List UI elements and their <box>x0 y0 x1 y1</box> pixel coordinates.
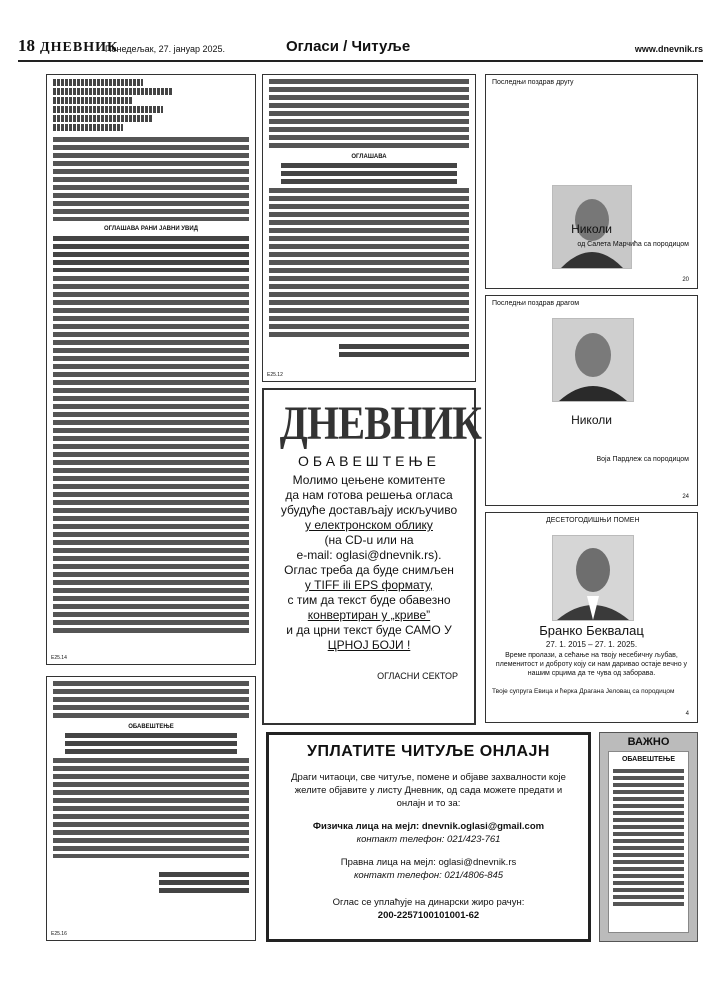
physical-persons-phone: контакт телефон: 021/423-761 <box>356 834 501 845</box>
portrait-photo <box>552 535 634 621</box>
legal-entities-email: Правна лица на мејл: oglasi@dnevnik.rs <box>340 857 517 868</box>
notice-line: конвертиран у „криве” <box>307 608 431 622</box>
public-notice-ad-2 <box>262 74 476 382</box>
notice-line: у електронском облику <box>305 518 433 532</box>
job-competition-ad <box>46 676 256 941</box>
ad-text-block-1 <box>53 681 249 719</box>
deceased-name: Николи <box>571 222 612 236</box>
ad-signature <box>339 344 469 358</box>
payment-info: Оглас се уплаћује на динарски жиро рачун: <box>332 897 525 908</box>
brand-logo: ДНЕВНИК <box>40 40 119 55</box>
notice-line: ЦРНОЈ БОЈИ ! <box>327 638 411 652</box>
ad-code: Е25.16 <box>51 931 67 937</box>
section-title: Огласи / Читуље <box>286 38 411 55</box>
dnevnik-notice <box>262 388 482 725</box>
ad-code: Е25.14 <box>51 655 67 661</box>
obituary-card <box>485 74 698 289</box>
obituary-card <box>485 295 698 506</box>
important-text <box>613 769 684 909</box>
notice-line: да нам готова решења огласа <box>285 488 453 502</box>
notice-line: убудуће достављају искључиво <box>280 503 458 517</box>
ad-header-block <box>53 79 249 137</box>
obituary-label: Последњи поздрав другу <box>492 79 574 86</box>
ad-code: Е25.12 <box>267 372 283 378</box>
bank-account: 200-2257100101001-62 <box>377 910 480 921</box>
obituary-signature: од Салета Марчића са породицом <box>577 241 689 248</box>
notice-line: (на CD-u или на <box>324 533 414 547</box>
page-number: 18 <box>18 36 35 55</box>
ad-title: ОГЛАШАВА <box>351 154 387 160</box>
memorial-label: ДЕСЕТОГОДИШЊИ ПОМЕН <box>546 517 640 524</box>
notice-body <box>264 473 474 653</box>
obituary-number: 24 <box>682 494 689 500</box>
obituary-number: 4 <box>685 711 689 717</box>
ad-title: ОГЛАШАВА РАНИ ЈАВНИ УВИД <box>104 226 198 232</box>
header-rule <box>18 60 703 62</box>
ad-subtitle-block <box>65 733 237 755</box>
memorial-signature: Твоје супруга Евица и ћерка Драгана Јеловац са породицом <box>492 688 675 695</box>
obituary-number: 20 <box>682 277 689 283</box>
notice-line: у TIFF ili EPS формату, <box>304 578 434 592</box>
important-notice <box>599 732 698 942</box>
notice-line: с тим да текст буде обавезно <box>287 593 451 607</box>
online-ad-title: УПЛАТИТЕ ЧИТУЉЕ ОНЛАЈН <box>307 743 550 760</box>
notice-line: и да црни текст буде САМО У <box>286 623 452 637</box>
important-subtitle: ОБАВЕШТЕЊЕ <box>621 756 676 763</box>
notice-title: ОБАВЕШТЕЊЕ <box>298 453 440 469</box>
online-ad-intro: Драги читаоци, све читуље, помене и објаве захвалности које желите објавите у листу Дневник, од сада можете предати и онлајн и то за: <box>291 772 566 809</box>
ad-signature <box>159 872 249 894</box>
notice-signature: ОГЛАСНИ СЕКТОР <box>377 671 458 681</box>
notice-line: Оглас треба да буде снимљен <box>284 563 454 577</box>
ad-subtitle-block <box>281 163 457 185</box>
website-link[interactable]: www.dnevnik.rs <box>634 44 703 54</box>
deceased-name: Бранко Беквалац <box>539 623 644 638</box>
life-dates: 27. 1. 2015 – 27. 1. 2025. <box>545 640 638 649</box>
memorial-text: Време пролази, а сећање на твоју несебичну љубав, племенитост и доброту коју си нам даривао остаје вечно у нашим срцима да те чува од заборава. <box>495 652 688 677</box>
important-title: ВАЖНО <box>627 736 670 748</box>
issue-date: Понедељак, 27. јануар 2025. <box>105 44 226 54</box>
portrait-photo <box>552 318 634 402</box>
ad-text-block-2 <box>53 758 249 858</box>
online-obituaries-ad <box>266 732 591 942</box>
public-notice-ad <box>46 74 256 665</box>
ad-text-block-1 <box>53 137 249 221</box>
dnevnik-logo: ДНЕВНИК <box>279 397 482 450</box>
ad-text-block-1 <box>269 79 469 149</box>
legal-entities-phone: контакт телефон: 021/4806-845 <box>353 870 504 881</box>
obituary-label: Последњи поздрав драгом <box>492 300 580 307</box>
memorial-card <box>485 512 698 723</box>
ad-text-block-2 <box>53 236 249 272</box>
physical-persons-email: Физичка лица на мејл: dnevnik.oglasi@gmail.com <box>312 821 545 832</box>
important-body <box>608 751 689 933</box>
obituary-signature: Воја Пардлеж са породицом <box>596 456 689 463</box>
ad-text-block-2 <box>269 188 469 338</box>
ad-text-block-3 <box>53 276 249 636</box>
ad-title: ОБАВЕШТЕЊЕ <box>128 724 174 730</box>
deceased-name: Николи <box>571 413 612 427</box>
notice-line: Молимо цењене комитенте <box>292 473 446 487</box>
notice-email: e-mail: oglasi@dnevnik.rs). <box>296 548 442 562</box>
